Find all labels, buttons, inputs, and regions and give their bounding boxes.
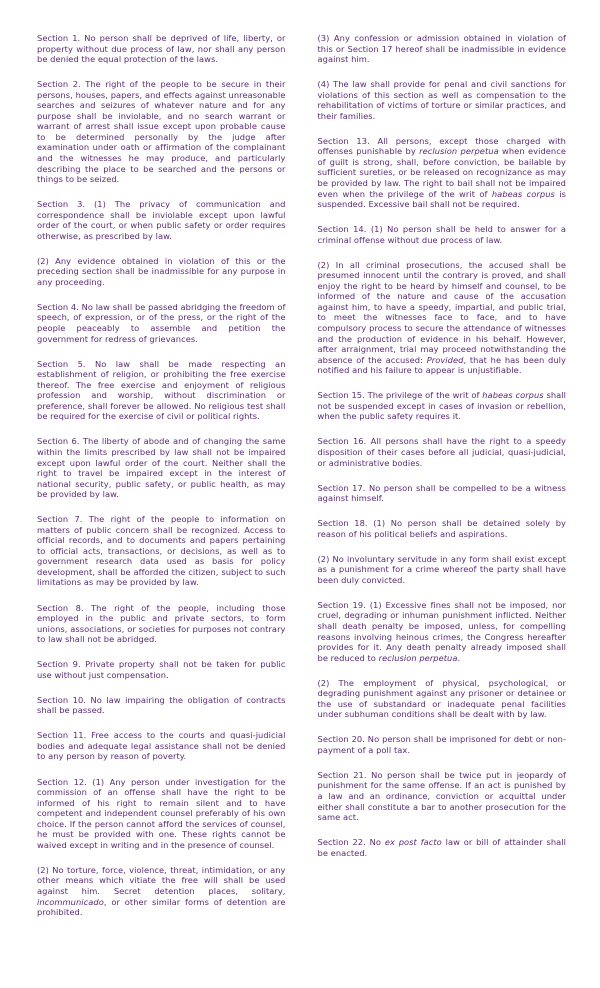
text-run: , that he has been duly notified and his failure to appear is unjustifiable. — [317, 354, 566, 376]
text-run: is suspended. Excessive bail shall not be required. — [317, 188, 567, 210]
section-19-paragraph-2: (2) The employment of physical, psychological, or degrading punishment against any prisoner or detainee or the use of substandard or inadequate penal facilities under subhuman conditions shall be dealt with by law. — [317, 677, 566, 720]
section-1: Section 1. No person shall be deprived of life, liberty, or property without due process of law, nor shall any person be denied the equal protection of the laws. — [37, 33, 286, 65]
section-10: Section 10. No law impairing the obligation of contracts shall be passed. — [37, 694, 286, 716]
italic-term: reclusion perpetua — [378, 652, 458, 663]
section-5: Section 5. No law shall be made respecting an establishment of religion, or prohibiting the free exercise thereof. The free exercise and enjoyment of religious profession and worship, without discrimination or preference, shall forever be allowed. No religious test shall be required for the exercise of civil or political rights. — [37, 358, 286, 422]
section-18-paragraph-1: Section 18. (1) No person shall be detained solely by reason of his political beliefs and aspirations. — [317, 518, 566, 539]
right-column — [318, 33, 567, 988]
section-12-paragraph-3: (3) Any confession or admission obtained in violation of this or Section 17 hereof shall be inadmissible in evidence against him. — [317, 33, 566, 65]
section-18-paragraph-2: (2) No involuntary servitude in any form shall exist except as a punishment for a crime whereof the party shall have been duly convicted. — [317, 553, 566, 585]
section-13 — [318, 136, 567, 210]
text-run: shall not be suspended except in cases of invasion or rebellion, when the public safety requires it. — [317, 390, 566, 422]
section-21: Section 21. No person shall be twice put in jeopardy of punishment for the same offense. If an act is punished by a law and an ordinance, conviction or acquittal under either shall constitute a bar to another prosecution for the same act. — [317, 769, 566, 823]
section-2: Section 2. The right of the people to be secure in their persons, houses, papers, and effects against unreasonable searches and seizures of whatever nature and for any purpose shall be inviolable, and no search warrant or warrant of arrest shall issue except upon probable cause to be determined personally by the judge after examination under oath or affirmation of the complainant and the witnesses he may produce, and particularly describing the place to be searched and the persons or things to be seized. — [37, 79, 286, 185]
section-11: Section 11. Free access to the courts and quasi-judicial bodies and adequate legal assistance shall not be denied to any person by reason of poverty. — [37, 730, 286, 762]
text-run: (2) In all criminal prosecutions, the accused shall be presumed innocent until the contrary is proved, and shall enjoy the right to be heard by himself and counsel, to be informed of the nature and cause of the accusation against him, to have a speedy, impartial, and public trial, to meet the witnesses face to face, and to have compulsory process to secure the attendance of witnesses and the production of evidence in his behalf. However, after arraignment, trial may proceed notwithstanding the absence of the accused: — [317, 259, 566, 365]
section-22 — [318, 837, 567, 858]
section-3-paragraph-2: (2) Any evidence obtained in violation of this or the preceding section shall be inadmissible for any purpose in any proceeding. — [37, 255, 286, 287]
text-run: Section 15. The privilege of the writ of — [317, 390, 483, 401]
section-15 — [318, 390, 567, 422]
italic-term: ex post facto — [384, 837, 442, 848]
section-9: Section 9. Private property shall not be taken for public use without just compensation. — [37, 659, 286, 680]
italic-term: Provided — [426, 354, 464, 365]
section-17: Section 17. No person shall be compelled to be a witness against himself. — [317, 482, 566, 504]
italic-term: habeas corpus — [491, 188, 555, 199]
italic-term: incommunicado — [37, 896, 104, 907]
section-7: Section 7. The right of the people to information on matters of public concern shall be recognized. Access to official records, and to documents and papers pertaining to official acts, transactions, or decisions, as well as to government research data used as basis for policy development, shall be afforded the citizen, subject to such limitations as may be provided by law. — [37, 514, 286, 588]
italic-term: reclusion perpetua — [419, 146, 499, 157]
italic-term: habeas corpus — [482, 390, 544, 401]
text-run: Section 13. All persons, except those charged with offenses punishable by — [317, 135, 566, 157]
text-run: Section 22. No — [317, 837, 385, 848]
section-8: Section 8. The right of the people, including those employed in the public and private sectors, to form unions, associations, or societies for purposes not contrary to law shall not be abridged. — [37, 602, 286, 645]
text-run: Section 19. (1) Excessive fines shall not be imposed, nor cruel, degrading or inhuman punishment inflicted. Neither shall death penalty be imposed, unless, for compelling reasons involving heinous crimes, the Congress hereafter provides for it. Any death penalty already imposed shall be reduced to — [317, 599, 566, 663]
section-4: Section 4. No law shall be passed abridging the freedom of speech, of expression, or of the press, or the right of the people peaceably to assemble and petition the government for redress of grievances. — [37, 301, 286, 344]
section-3-paragraph-1: Section 3. (1) The privacy of communication and correspondence shall be inviolable except upon lawful order of the court, or when public safety or order requires otherwise, as prescribed by law. — [37, 199, 286, 241]
section-16: Section 16. All persons shall have the right to a speedy disposition of their cases before all judicial, quasi-judicial, or administrative bodies. — [317, 436, 566, 468]
section-6: Section 6. The liberty of abode and of changing the same within the limits prescribed by law shall not be impaired except upon lawful order of the court. Neither shall the right to travel be impaired except in the interest of national security, public safety, or public health, as may be provided by law. — [37, 436, 286, 500]
text-run: law or bill of attainder shall be enacted. — [317, 837, 566, 858]
section-20: Section 20. No person shall be imprisoned for debt or non-payment of a poll tax. — [317, 734, 566, 755]
section-14-paragraph-1: Section 14. (1) No person shall be held to answer for a criminal offense without due process of law. — [317, 224, 566, 245]
text-run: (2) No torture, force, violence, threat, intimidation, or any other means which vitiate the free will shall be used against him. Secret detention places, solitary, — [37, 864, 286, 896]
section-14-paragraph-2 — [318, 260, 567, 376]
section-12-paragraph-4: (4) The law shall provide for penal and civil sanctions for violations of this section as well as compensation to the rehabilitation of victims of torture or similar practices, and their families. — [317, 79, 566, 121]
section-12-paragraph-1: Section 12. (1) Any person under investigation for the commission of an offense shall have the right to be informed of his right to remain silent and to have competent and independent counsel preferably of his own choice. If the person cannot afford the services of counsel, he must be provided with one. These rights cannot be waived except in writing and in the presence of counsel. — [37, 776, 286, 850]
left-column — [37, 33, 286, 988]
section-12-paragraph-2 — [37, 865, 286, 918]
text-run: when evidence of guilt is strong, shall, before conviction, be bailable by sufficient sureties, or be released on recognizance as may be provided by law. The right to bail shall not be impaired even when the privilege of the writ of — [317, 146, 567, 199]
text-run: , or other similar forms of detention are prohibited. — [37, 896, 286, 918]
text-run: . — [457, 652, 461, 663]
section-19-paragraph-1 — [318, 600, 567, 663]
